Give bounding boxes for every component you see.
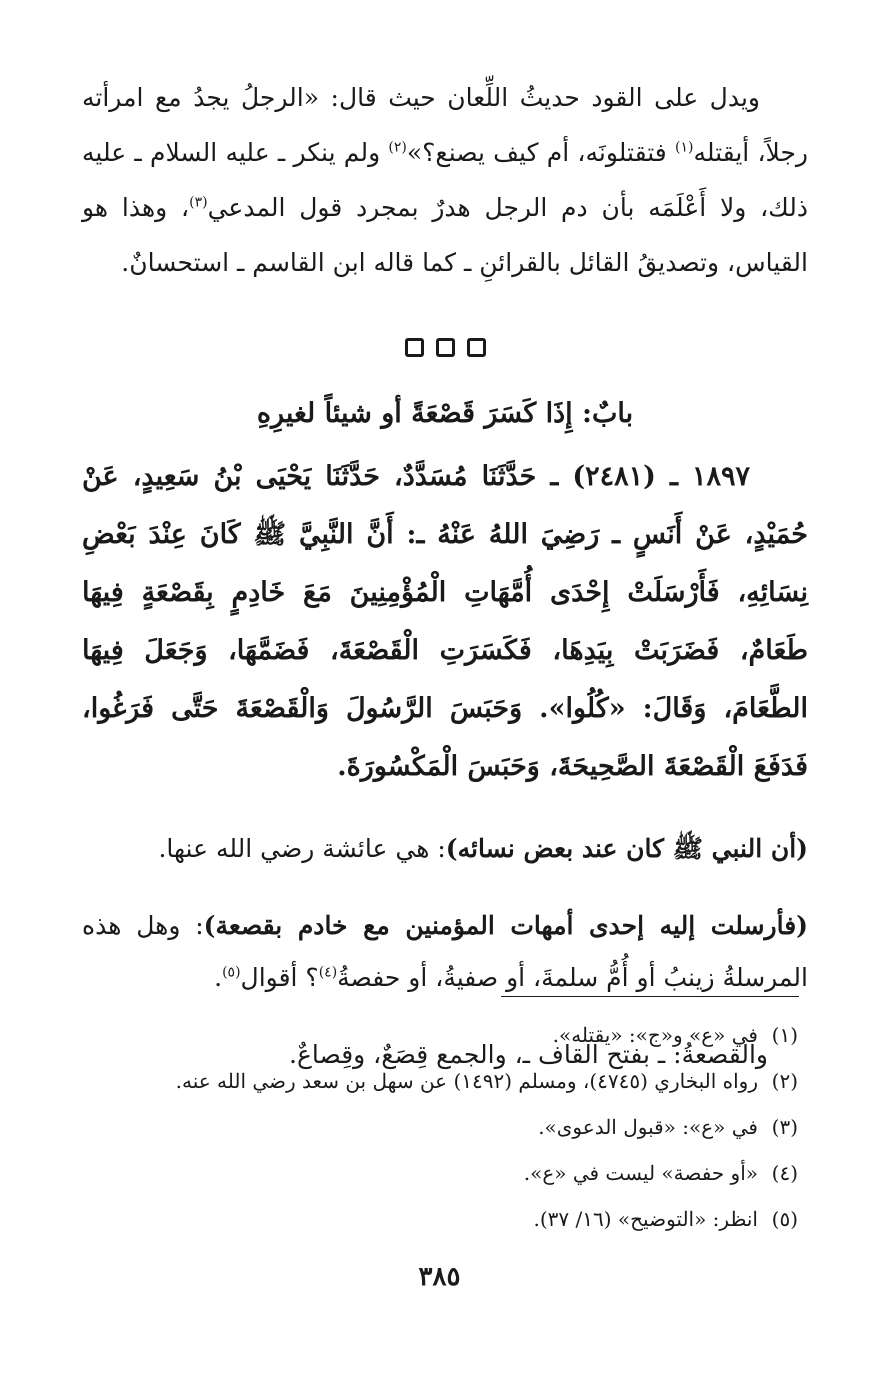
square-ornament-icon	[436, 338, 455, 357]
page-body	[82, 70, 808, 1106]
footnote-ref-2[interactable]: (٢)	[388, 139, 407, 156]
section-ornament	[82, 338, 808, 368]
intro-text-1: ويدل على القود حديثُ اللِّعان حيث قال: «الرجلُ يجدُ مع امرأته رجلاً، أيقتله	[82, 83, 808, 167]
footnote-ref-3[interactable]: (٣)	[189, 194, 208, 211]
chapter-title: بابٌ: إِذَا كَسَرَ قَصْعَةً أو شيئاً لغيرِهِ	[256, 398, 634, 429]
footnotes	[82, 1012, 798, 1242]
footnote-divider	[501, 996, 799, 997]
commentary-text-2b: ؟ أقوال	[240, 963, 319, 992]
commentary-paragraph-1	[82, 823, 808, 875]
footnote-number: (٥)	[771, 1207, 798, 1231]
intro-text-4: ، وهذا هو القياس، وتصديقُ القائل بالقرائنِ ـ كما قاله ابن القاسم ـ استحسانٌ.	[82, 193, 808, 277]
footnote-text: «أو حفصة» ليست في «ع».	[523, 1161, 758, 1185]
hadith-paragraph	[82, 448, 808, 796]
commentary-quote-1: (أن النبي ﷺ كان عند بعض نسائه)	[445, 834, 808, 863]
footnote-text: في «ع» و«ج»: «يقتله».	[552, 1023, 758, 1047]
square-ornament-icon	[405, 338, 424, 357]
page-number: ٣٨٥	[418, 1262, 461, 1292]
footnote-text: انظر: «التوضيح» (١٦/ ٣٧).	[533, 1207, 758, 1231]
footnote-ref-1[interactable]: (١)	[674, 139, 694, 156]
footnote-item	[82, 1012, 798, 1058]
commentary-text-2: : وهل هذه المرسلةُ زينبُ أو أُمُّ سلمةَ، أو صفيةُ، أو حفصةُ	[82, 911, 808, 992]
commentary-paragraph-2	[82, 900, 808, 1004]
intro-text-3: ولم ينكر ـ عليه السلام ـ عليه ذلك، ولا أَعْلَمَه بأن دم الرجل هدرٌ بمجرد قول المدعي	[82, 138, 808, 222]
footnote-item	[82, 1196, 798, 1242]
footnote-ref-4[interactable]: (٤)	[318, 964, 338, 981]
square-ornament-icon	[467, 338, 486, 357]
footnote-item	[82, 1104, 798, 1150]
commentary-text-2c: .	[214, 963, 223, 992]
footnote-number: (٢)	[771, 1069, 798, 1093]
footnote-number: (٤)	[771, 1161, 798, 1185]
intro-paragraph	[82, 70, 808, 290]
footnote-number: (٣)	[771, 1115, 798, 1139]
footnote-text: رواه البخاري (٤٧٤٥)، ومسلم (١٤٩٢) عن سهل بن سعد رضي الله عنه.	[175, 1069, 758, 1093]
hadith-number: ١٨٩٧ ـ (٢٤٨١) ـ	[550, 461, 750, 492]
commentary-paragraph-3: والقصعةُ: ـ بفتح القاف ـ، والجمع قِصَعٌ، وقِصاعٌ.	[289, 1040, 768, 1069]
hadith-text: حَدَّثَنَا مُسَدَّدٌ، حَدَّثَنَا يَحْيَى بْنُ سَعِيدٍ، عَنْ حُمَيْدٍ، عَنْ أَنَسٍ ـ رَضِيَ اللهُ عَنْهُ ـ: أَنَّ النَّبِيَّ ﷺ كَانَ عِنْدَ بَعْضِ نِسَائِهِ، فَأَرْسَلَتْ إِحْدَى أُمَّهَاتِ الْمُؤْمِنِينَ مَعَ خَادِمٍ بِقَصْعَةٍ فِيهَا طَعَامٌ، فَضَرَبَتْ بِيَدِهَا، فَكَسَرَتِ الْقَصْعَةَ، فَضَمَّهَا، وَجَعَلَ فِيهَا الطَّعَامَ، وَقَالَ: «كُلُوا». وَحَبَسَ الرَّسُولَ وَالْقَصْعَةَ حَتَّى فَرَغُوا، فَدَفَعَ الْقَصْعَةَ الصَّحِيحَةَ، وَحَبَسَ الْمَكْسُورَةَ.	[82, 461, 808, 782]
intro-text-2: فتقتلونَه، أم كيف يصنع؟»	[406, 138, 675, 167]
commentary-quote-2: (فأرسلت إليه إحدى أمهات المؤمنين مع خادم بقصعة)	[203, 911, 808, 940]
commentary-text-1: : هي عائشة رضي الله عنها.	[158, 834, 446, 863]
footnote-number: (١)	[771, 1023, 798, 1047]
footnote-item	[82, 1058, 798, 1104]
footnote-item	[82, 1150, 798, 1196]
footnote-ref-5[interactable]: (٥)	[222, 964, 241, 981]
footnote-text: في «ع»: «قبول الدعوى».	[538, 1115, 758, 1139]
